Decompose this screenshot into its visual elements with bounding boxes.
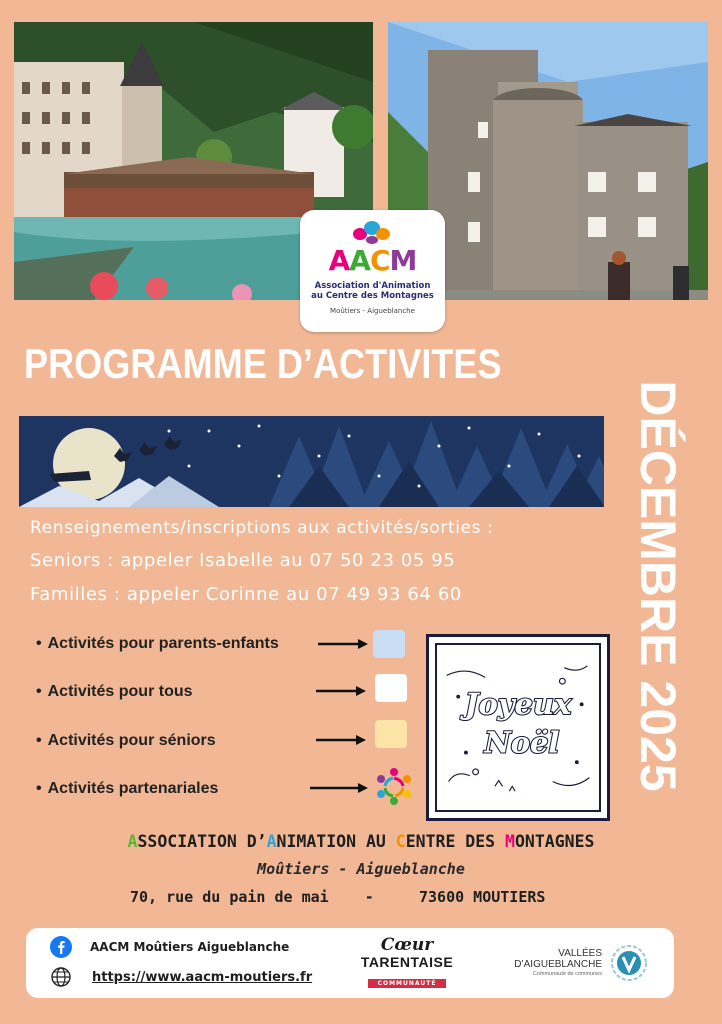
association-name: ASSOCIATION D’ANIMATION AU CENTRE DES MONTAGNES [127,832,595,851]
legend-item-parents-enfants: • Activités pour parents-enfants [36,635,279,652]
info-families-phone: Familles : appeler Corinne au 07 49 93 64 60 [30,584,462,605]
logo-line-2: au Centre des Montagnes [311,291,434,301]
swatch-seniors [375,720,407,748]
facebook-page-label[interactable]: AACM Moûtiers Aigueblanche [90,940,290,954]
swatch-parents-enfants [373,630,405,658]
greeting-line-2: Noël [484,725,560,760]
arrow-right-icon [318,638,368,650]
people-circle-icon [373,766,415,806]
globe-icon [50,966,72,988]
facebook-icon[interactable] [50,936,72,958]
footer-card [26,928,674,998]
vallees-emblem-icon [610,944,648,982]
website-link[interactable]: https://www.aacm-moutiers.fr [92,970,313,985]
info-title: Renseignements/inscriptions aux activités/sorties : [30,518,494,538]
aacm-logo [300,210,445,332]
logo-acronym: AACM [328,244,417,277]
program-title: PROGRAMME D’ACTIVITES [24,340,502,387]
month-title: DÉCEMBRE 2025 [630,380,686,792]
winter-night-banner [19,416,604,507]
swatch-tous [375,674,407,702]
arrow-right-icon [316,685,366,697]
greeting-line-1: Joyeux [464,687,572,721]
association-place: Moûtiers - Aigueblanche [257,860,465,878]
logo-place: Moûtiers - Aigueblanche [330,307,415,315]
association-address: 70, rue du pain de mai - 73600 MOUTIERS [130,888,546,906]
legend-item-tous: • Activités pour tous [36,683,193,700]
logo-line-1: Association d'Animation [314,281,431,291]
vallees-aigueblanche-logo: VALLÉES D’AIGUEBLANCHE Communauté de communes [504,942,664,986]
joyeux-noel-card [426,634,610,821]
arrow-right-icon [310,782,368,794]
arrow-right-icon [316,734,366,746]
logo-shapes-icon [352,218,392,244]
info-seniors-phone: Seniors : appeler Isabelle au 07 50 23 05 95 [30,550,456,571]
coeur-tarentaise-logo: Cœur TARENTAISE COMMUNAUTÉ [360,935,454,987]
legend-item-seniors: • Activités pour séniors [36,732,216,749]
legend-item-partenariales: • Activités partenariales [36,780,219,797]
